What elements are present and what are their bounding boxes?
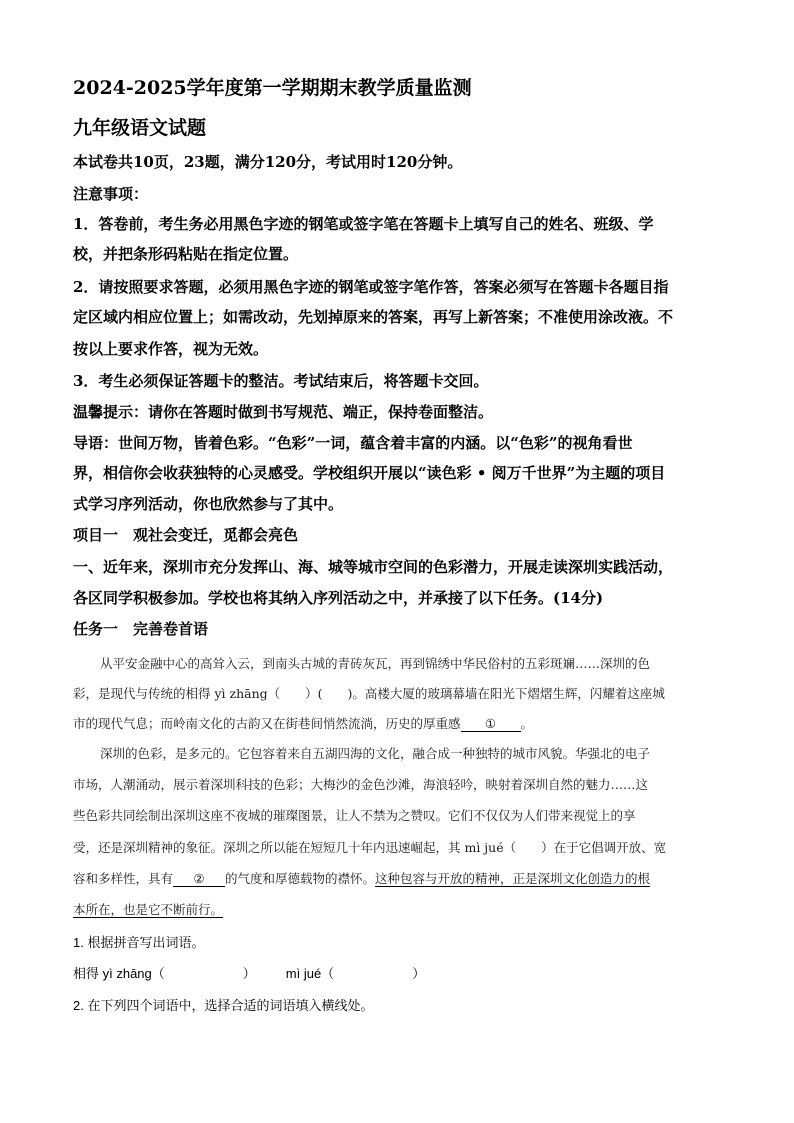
passage-p2-line-4: 受，还是深圳精神的象征。深圳之所以能在短短几十年内迅速崛起，其 mì jué（ ）在于它倡调开放、宽 [73,840,667,855]
question-stem-2: 各区同学积极参加。学校也将其纳入序列活动之中，并承接了以下任务。(14分) [73,589,604,607]
passage-p2-line-1: 深圳的色彩，是多元的。它包容着来自五湖四海的文化，融合成一种独特的城市风貌。华强北的电子 [100,746,651,761]
fill-blank-2: ② [173,872,225,887]
exam-title: 2024-2025学年度第一学期期末教学质量监测 [73,77,472,99]
tip-line: 温馨提示：请你在答题时做到书写规范、端正，保持卷面整洁。 [73,403,494,421]
passage-p2-line-3: 些色彩共同绘制出深圳这座不夜城的璀璨图景，让人不禁为之赞叹。它们不仅仅为人们带来视觉上的享 [73,808,636,823]
question-stem-1: 一、近年来，深圳市充分发挥山、海、城等城市空间的色彩潜力，开展走读深圳实践活动， [73,558,674,576]
passage-p2-line-6 [73,900,223,918]
notice-item-3: 3．考生必须保证答题卡的整洁。考试结束后，将答题卡交回。 [73,372,489,390]
notice-item-2-cont: 定区域内相应位置上；如需改动，先划掉原来的答案，再写上新答案；不准使用涂改液。不 [73,308,674,326]
question-1: 1. 根据拼音写出词语。 [73,935,205,950]
question-2: 2. 在下列四个词语中，选择合适的词语填入横线处。 [73,998,374,1013]
answer-paren-b: ） [412,966,426,981]
answer-label-b: mì jué（ [285,966,335,981]
intro-line-3: 式学习序列活动，你也欣然参与了其中。 [73,495,344,513]
passage-p1-line-3 [73,714,533,732]
passage-text: 容和多样性，具有 [73,871,174,886]
exam-info: 本试卷共10页，23题，满分120分，考试用时120分钟。 [73,153,463,171]
task-title: 任务一 完善卷首语 [73,620,209,638]
fill-blank-1: ① [461,717,521,732]
underlined-sentence-end: 本所在，也是它不断前行。 [73,902,224,917]
exam-subtitle: 九年级语文试题 [73,117,207,139]
intro-line-2: 界，相信你会收获独特的心灵感受。学校组织开展以“读色彩 • 阅万千世界”为主题的项目 [73,464,666,482]
question-1-answers [73,963,425,982]
underlined-sentence: 这种包容与开放的精神，正是深圳文化创造力的根 [375,871,651,886]
notice-item-2: 2．请按照要求答题，必须用黑色字迹的钢笔或签字笔作答，答案必须写在答题卡各题目指 [73,278,669,296]
passage-text: 的气度和厚德载物的襟怀。 [225,871,376,886]
passage-p1-line-2: 彩，是现代与传统的相得 yì zhāng（ ）( )。高楼大厦的玻璃幕墙在阳光下熠熠生辉，闪耀着这座城 [73,686,665,701]
passage-p2-line-2: 市场，人潮涌动，展示着深圳科技的色彩；大梅沙的金色沙滩，海浪轻吟，映射着深圳自然的魅力……这 [73,777,649,792]
passage-p2-line-5 [73,869,650,887]
notice-item-1-cont: 校，并把条形码粘贴在指定位置。 [73,245,299,263]
passage-p1-line-1: 从平安金融中心的高耸入云，到南头古城的青砖灰瓦，再到锦绣中华民俗村的五彩斑斓……深圳的色 [100,656,651,671]
notice-heading: 注意事项： [73,185,149,203]
passage-text: 。 [520,716,534,731]
notice-item-2-cont2: 按以上要求作答，视为无效。 [73,340,269,358]
intro-line-1: 导语：世间万物，皆着色彩。“色彩”一词，蕴含着丰富的内涵。以“色彩”的视角看世 [73,434,633,452]
project-title: 项目一 观社会变迁，觅都会亮色 [73,526,299,544]
passage-text: 市的现代气息；而岭南文化的古韵又在街巷间悄然流淌，历史的厚重感 [73,716,461,731]
answer-paren-a: ） [242,966,256,981]
answer-label-a: 相得 yì zhāng（ [73,966,165,981]
notice-item-1: 1．答卷前，考生务必用黑色字迹的钢笔或签字笔在答题卡上填写自己的姓名、班级、学 [73,215,654,233]
